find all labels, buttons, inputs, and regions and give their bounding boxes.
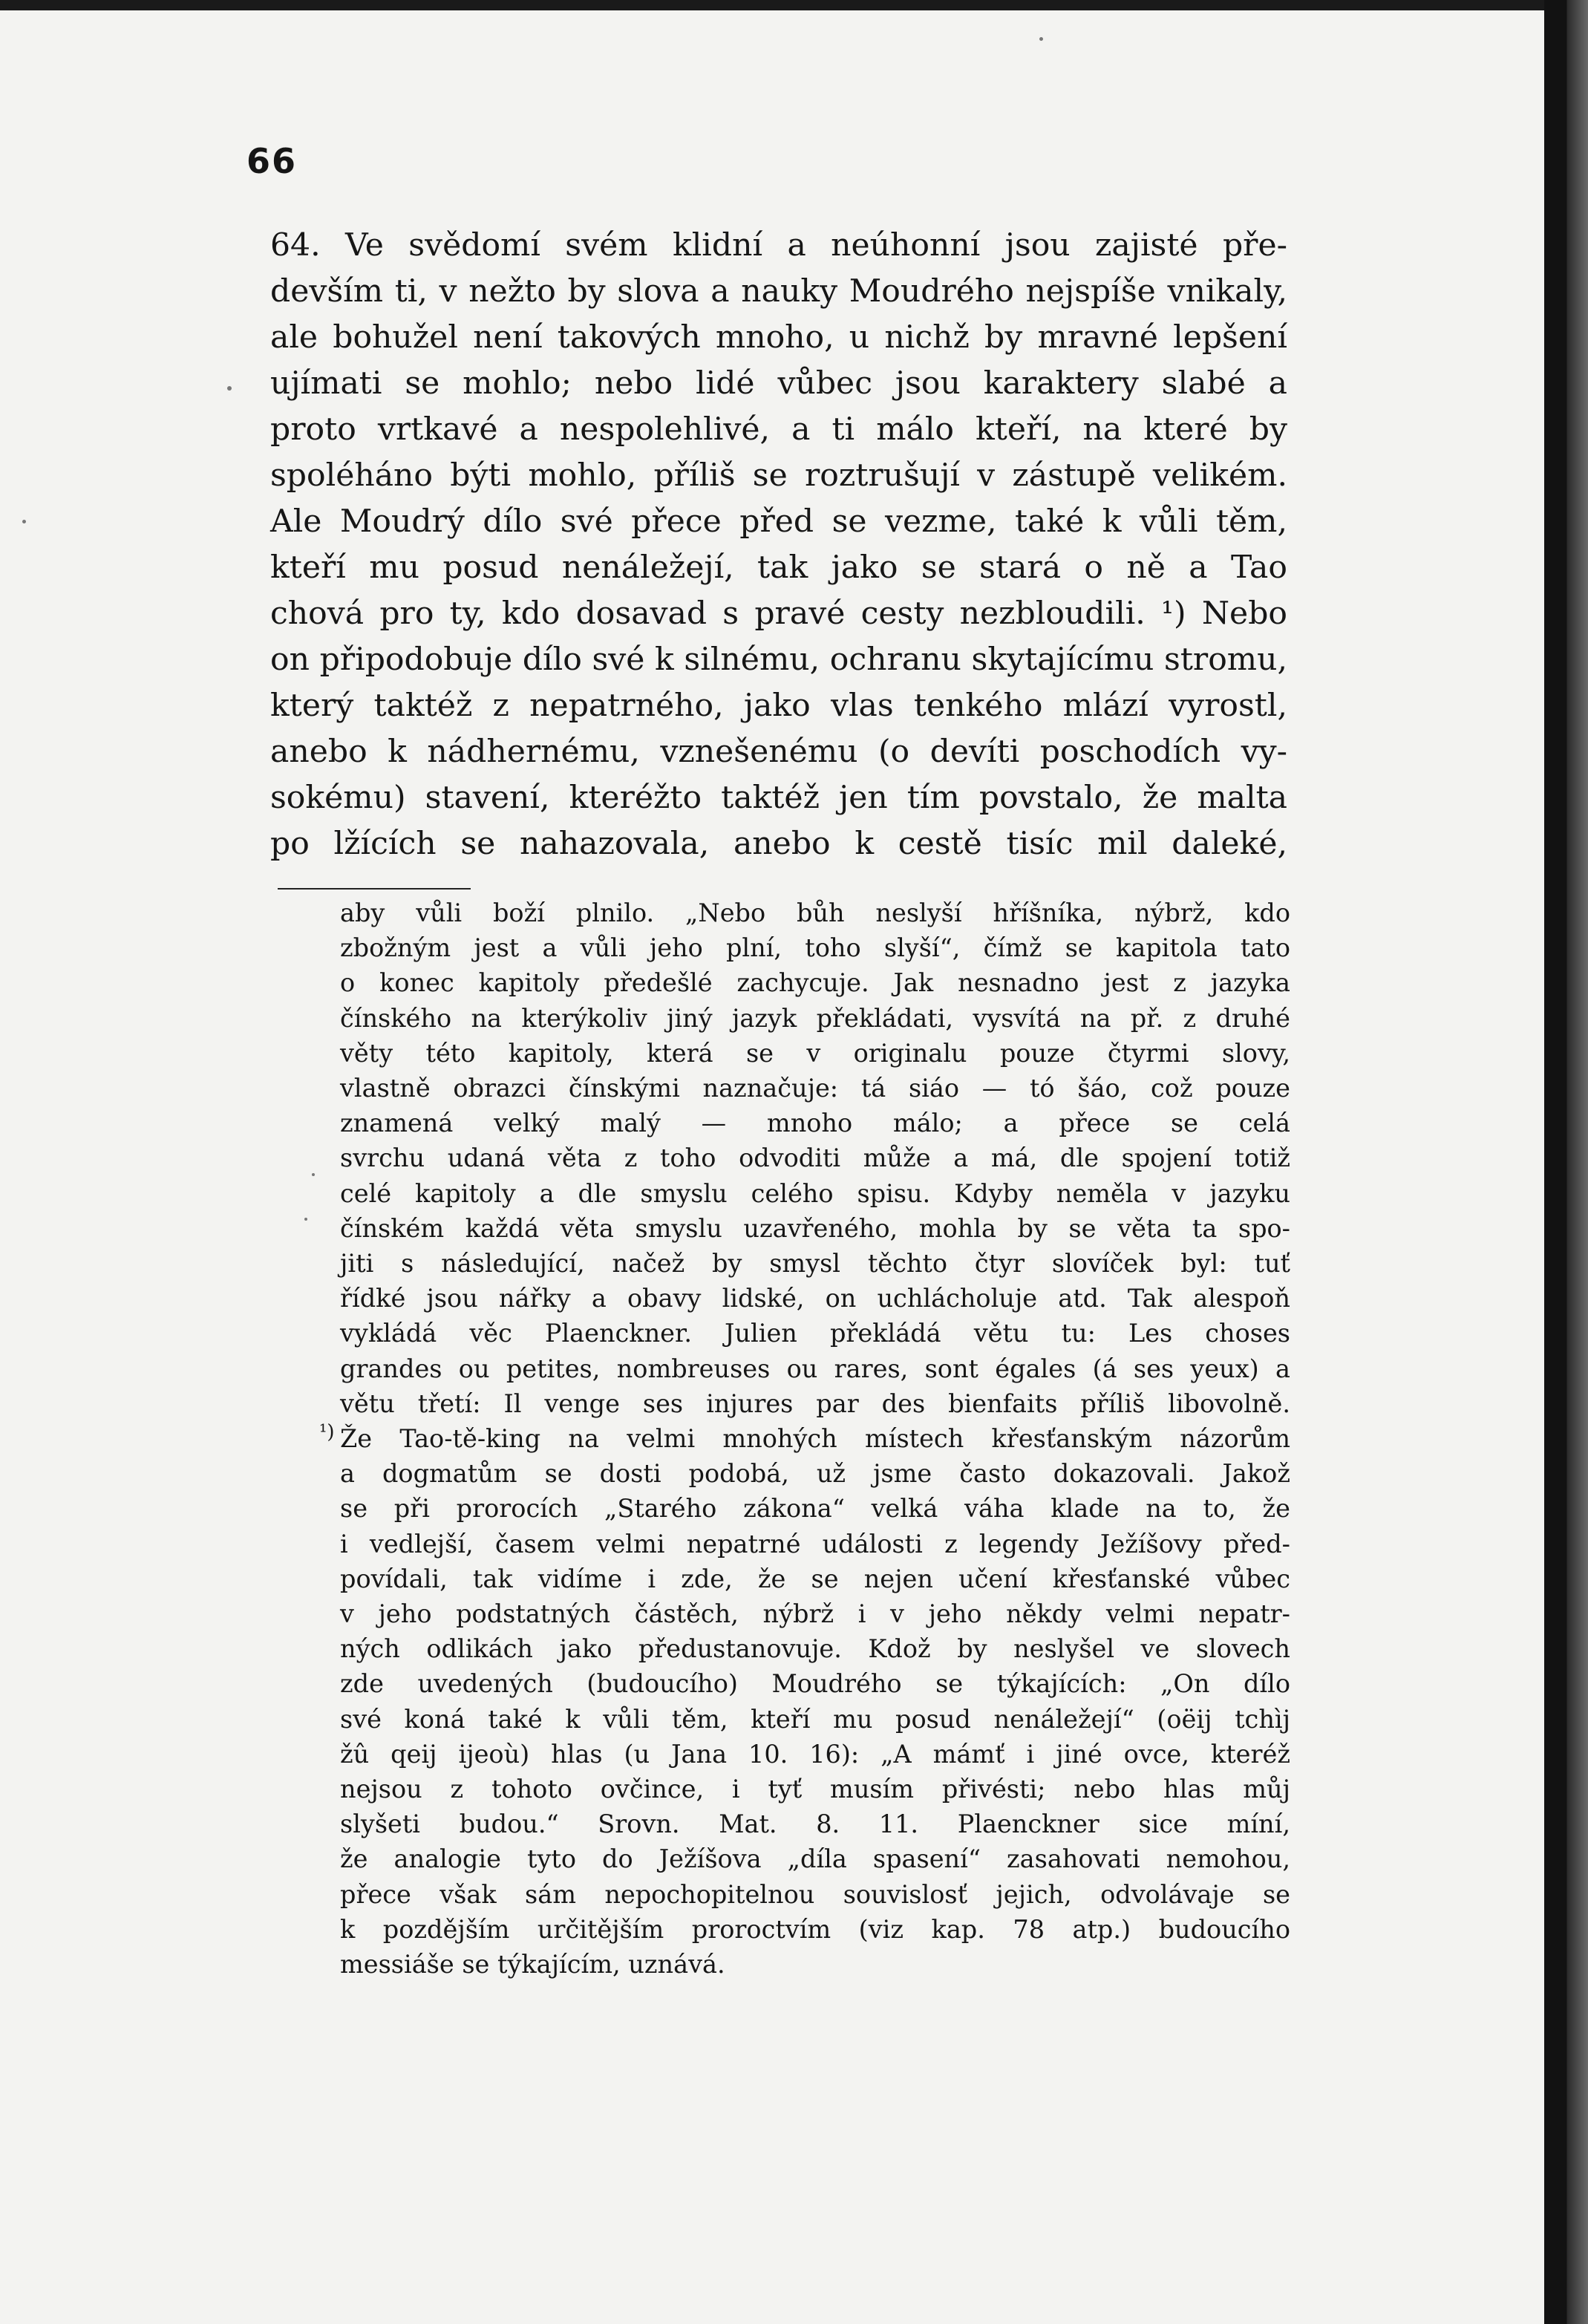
- footnote-line: svrchu udaná věta z toho odvoditi může a má, dle spojení totiž: [340, 1143, 1290, 1173]
- footnote-line: a dogmatům se dosti podobá, už jsme často dokazovali. Jakož: [340, 1459, 1290, 1489]
- footnote-marker: ¹): [319, 1421, 335, 1444]
- footnote-line: nejsou z tohoto ovčince, i tyť musím přivésti; nebo hlas můj: [340, 1775, 1290, 1804]
- scan-speck: [22, 520, 26, 523]
- scan-speck: [1039, 37, 1043, 41]
- footnote-line: messiáše se týkajícím, uznává.: [340, 1950, 725, 1979]
- footnote-separator: [278, 888, 471, 890]
- footnote-line: čínském každá věta smyslu uzavřeného, mohla by se věta ta spo-: [340, 1213, 1290, 1243]
- main-line: devším ti, v nežto by slova a nauky Moudrého nejspíše vnikaly,: [270, 273, 1287, 310]
- main-paragraph: [270, 223, 1287, 867]
- page-number: 66: [246, 141, 298, 181]
- footnote-line: své koná také k vůli těm, kteří mu posud nenáležejí“ (oëij tchìj: [340, 1704, 1290, 1734]
- main-line: on připodobuje dílo své k silnému, ochranu skytajícímu stromu,: [270, 642, 1287, 678]
- footnote-line: slyšeti budou.“ Srovn. Mat. 8. 11. Plaenckner sice míní,: [340, 1809, 1290, 1839]
- footnote-line: i vedlejší, časem velmi nepatrné události z legendy Ježíšovy před-: [340, 1529, 1290, 1558]
- footnote-line: se při prorocích „Starého zákona“ velká váha klade na to, že: [340, 1494, 1290, 1524]
- main-line: spoléháno býti mohlo, příliš se roztrušují v zástupě velikém.: [270, 457, 1287, 494]
- footnote-line: aby vůli boží plnilo. „Nebo bůh neslyší hříšníka, nýbrž, kdo: [340, 898, 1290, 927]
- scan-speck: [304, 1218, 307, 1221]
- main-line: sokému) stavení, kteréžto taktéž jen tím povstalo, že malta: [270, 780, 1287, 816]
- footnote-line: o konec kapitoly předešlé zachycuje. Jak nesnadno jest z jazyka: [340, 968, 1290, 998]
- scan-edge-right: [1544, 0, 1588, 2324]
- footnotes: [319, 895, 1290, 1982]
- footnote-line: grandes ou petites, nombreuses ou rares, sont égales (á ses yeux) a: [340, 1354, 1290, 1383]
- main-line: který taktéž z nepatrného, jako vlas tenkého mlází vyrostl,: [270, 688, 1287, 724]
- main-line: po lžících se nahazovala, anebo k cestě tisíc mil daleké,: [270, 826, 1287, 862]
- footnote-line: vlastně obrazci čínskými naznačuje: tá siáo — tó šáo, což pouze: [340, 1074, 1290, 1103]
- footnote-line: větu třetí: Il venge ses injures par des bienfaits příliš libovolně.: [340, 1388, 1290, 1418]
- footnote-line: Že Tao-tě-king na velmi mnohých místech křesťanským názorům: [340, 1424, 1290, 1454]
- main-line: kteří mu posud nenáležejí, tak jako se stará o ně a Tao: [270, 549, 1287, 586]
- footnote-line: povídali, tak vidíme i zde, že se nejen učení křesťanské vůbec: [340, 1564, 1290, 1593]
- footnote-line: znamená velký malý — mnoho málo; a přece se celá: [340, 1109, 1290, 1138]
- main-line: chová pro ty, kdo dosavad s pravé cesty nezbloudili. ¹) Nebo: [270, 595, 1287, 632]
- scan-speck: [312, 1173, 315, 1176]
- main-line: 64. Ve svědomí svém klidní a neúhonní jsou zajisté pře-: [270, 227, 1287, 264]
- scan-speck: [227, 386, 232, 391]
- footnote-line: ných odlikách jako předustanovuje. Kdož by neslyšel ve slovech: [340, 1634, 1290, 1664]
- footnote-line: v jeho podstatných částěch, nýbrž i v jeho někdy velmi nepatr-: [340, 1599, 1290, 1629]
- scan-edge-top: [0, 0, 1544, 10]
- footnote-line: zbožným jest a vůli jeho plní, toho slyší“, čímž se kapitola tato: [340, 933, 1290, 963]
- footnote-line: čínského na kterýkoliv jiný jazyk překládati, vysvítá na př. z druhé: [340, 1003, 1290, 1033]
- footnote-1: [319, 1421, 1290, 1982]
- footnote-line: jiti s následující, načež by smysl těchto čtyr slovíček byl: tuť: [340, 1249, 1290, 1279]
- footnote-line: vykládá věc Plaenckner. Julien překládá větu tu: Les choses: [340, 1319, 1290, 1348]
- footnote-line: žû qeij ijeoù) hlas (u Jana 10. 16): „A mámť i jiné ovce, kteréž: [340, 1739, 1290, 1769]
- main-line: anebo k nádhernému, vznešenému (o devíti poschodích vy-: [270, 734, 1287, 770]
- main-line: ujímati se mohlo; nebo lidé vůbec jsou karaktery slabé a: [270, 365, 1287, 402]
- footnote-line: celé kapitoly a dle smyslu celého spisu. Kdyby neměla v jazyku: [340, 1178, 1290, 1208]
- main-line: Ale Moudrý dílo své přece před se vezme, také k vůli těm,: [270, 503, 1287, 540]
- footnote-line: k pozdějším určitějším proroctvím (viz kap. 78 atp.) budoucího: [340, 1914, 1290, 1944]
- main-line: proto vrtkavé a nespolehlivé, a ti málo kteří, na které by: [270, 411, 1287, 448]
- footnote-line: přece však sám nepochopitelnou souvislosť jejich, odvolávaje se: [340, 1879, 1290, 1909]
- footnote-continued: [340, 895, 1290, 1421]
- main-line: ale bohužel není takových mnoho, u nichž by mravné lepšení: [270, 319, 1287, 356]
- footnote-line: věty této kapitoly, která se v originalu pouze čtyrmi slovy,: [340, 1038, 1290, 1068]
- footnote-line: řídké jsou nářky a obavy lidské, on uchlácholuje atd. Tak alespoň: [340, 1284, 1290, 1313]
- footnote-line: že analogie tyto do Ježíšova „díla spasení“ zasahovati nemohou,: [340, 1844, 1290, 1874]
- footnote-line: zde uvedených (budoucího) Moudrého se týkajících: „On dílo: [340, 1669, 1290, 1699]
